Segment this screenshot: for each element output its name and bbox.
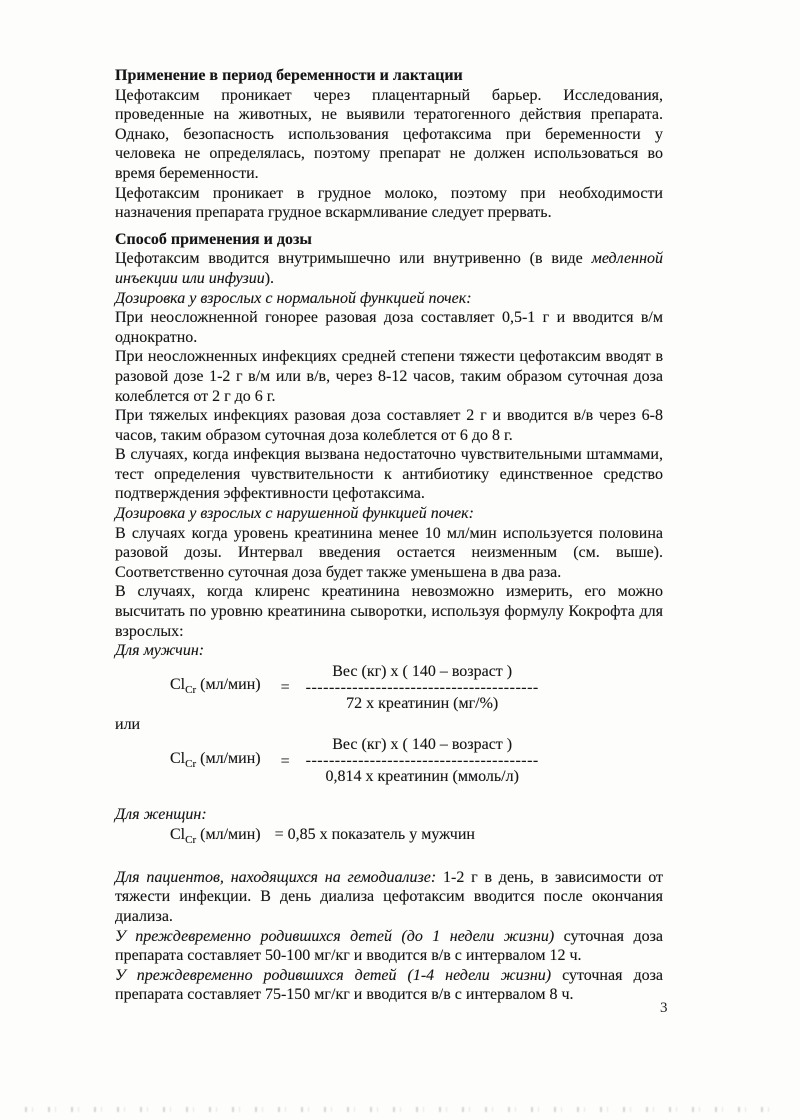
formula-clcr-women: [170, 825, 663, 851]
label-for-women: Для женщин:: [115, 806, 207, 824]
equals-sign: =: [280, 679, 290, 697]
scan-artifact: [25, 1107, 775, 1112]
document-body: [115, 66, 663, 1005]
para-administration-route: Цефотаксим вводится внутримышечно или внутривенно (в виде медленной инъекции или инфузии).: [115, 250, 663, 287]
label-normal-renal-function: Дозировка у взрослых с нормальной функцией почек:: [115, 289, 472, 307]
section-heading-pregnancy: Применение в период беременности и лактации: [115, 67, 463, 84]
fraction: [306, 663, 539, 713]
page-number: 3: [660, 1000, 668, 1016]
para-susceptibility-test: В случаях, когда инфекция вызвана недостаточно чувствительными штаммами, тест определения чувствительности к антибиотику единственное средство подтверждения эффективности цефотаксима.: [115, 446, 663, 503]
formula-lhs: $Cl_{Cr}$ (мл/мин): [170, 749, 261, 770]
section-heading-dosage: Способ применения и дозы: [115, 230, 312, 248]
para-gonorrhea-dose: При неосложненной гонорее разовая доза составляет 0,5-1 г и вводится в/м однократно.: [115, 309, 663, 346]
para-moderate-infections-dose: При неосложненных инфекциях средней степени тяжести цефотаксим вводят в разовой дозе 1-2 г в/м или в/в, через 8-12 часов, таким образом суточная доза колеблется от 2 г до 6 г.: [115, 348, 663, 405]
formula-clcr-men: [170, 663, 663, 713]
equals-sign: =: [280, 752, 290, 770]
label-impaired-renal-function: Дозировка у взрослых с нарушенной функцией почек:: [115, 505, 474, 523]
section-spacer: [115, 788, 663, 805]
fraction-numerator: Вес (кг) x ( 140 – возраст ): [332, 662, 513, 680]
para-breast-milk: Цефотаксим проникает в грудное молоко, поэтому при необходимости назначения препарата грудное вскармливание следует прервать.: [115, 184, 663, 222]
fraction-denominator: 72 x креатинин (мг/%): [346, 694, 499, 712]
formula-clcr-men-alt: [170, 736, 663, 786]
formula-lhs: $Cl_{Cr}$ (мл/мин): [170, 826, 261, 847]
label-for-men: Для мужчин:: [115, 642, 205, 660]
formula-lhs: $Cl_{Cr}$ (мл/мин): [170, 675, 261, 697]
fraction-denominator: 0,814 x креатинин (ммоль/л): [325, 768, 519, 786]
para-cockcroft-formula-intro: В случаях, когда клиренс креатинина невозможно измерить, его можно высчитать по уровню креатинина сыворотки, используя формулу Кокрофта для взрослых:: [115, 583, 663, 640]
fraction-numerator: Вес (кг) x ( 140 – возраст ): [332, 736, 513, 754]
fraction-divider: ----------------------------------------: [305, 752, 539, 770]
para-preterm-infants-weeks1-4: У преждевременно родившихся детей (1-4 недели жизни) суточная доза препарата составляет 75-150 мг/кг и вводится в/в с интервалом 8 ч.: [115, 966, 664, 1004]
formula-rhs: = 0,85 x показатель у мужчин: [274, 826, 475, 843]
para-severe-infections-dose: При тяжелых инфекциях разовая доза составляет 2 г и вводится в/в через 6-8 часов, таким образом суточная доза колеблется от 6 до 8 г.: [115, 407, 663, 444]
section-spacer: [115, 223, 663, 230]
para-creatinine-half-dose: В случаях когда уровень креатинина менее 10 мл/мин используется половина разовой дозы. Интервал введения остается неизменным (см. выше). Соответственно суточная доза будет также уменьшена в два раза.: [115, 524, 663, 581]
fraction: [306, 736, 539, 786]
para-hemodialysis-dose: Для пациентов, находящихся на гемодиализе: 1-2 г в день, в зависимости от тяжести инфекции. В день диализа цефотаксим вводится после окончания диализа.: [115, 868, 663, 925]
label-or: или: [115, 715, 141, 733]
section-spacer: [115, 851, 663, 868]
fraction-divider: ----------------------------------------: [305, 678, 539, 696]
para-preterm-infants-week1: У преждевременно родившихся детей (до 1 недели жизни) суточная доза препарата составляет 50-100 мг/кг и вводится в/в с интервалом 12 ч.: [115, 927, 664, 965]
para-placental-barrier: Цефотаксим проникает через плацентарный барьер. Исследования, проведенные на животных, не выявили тератогенного действия препарата. Однако, безопасность использования цефотаксима при беременности у человека не определялась, поэтому препарат не должен использоваться во время беременности.: [115, 86, 663, 182]
